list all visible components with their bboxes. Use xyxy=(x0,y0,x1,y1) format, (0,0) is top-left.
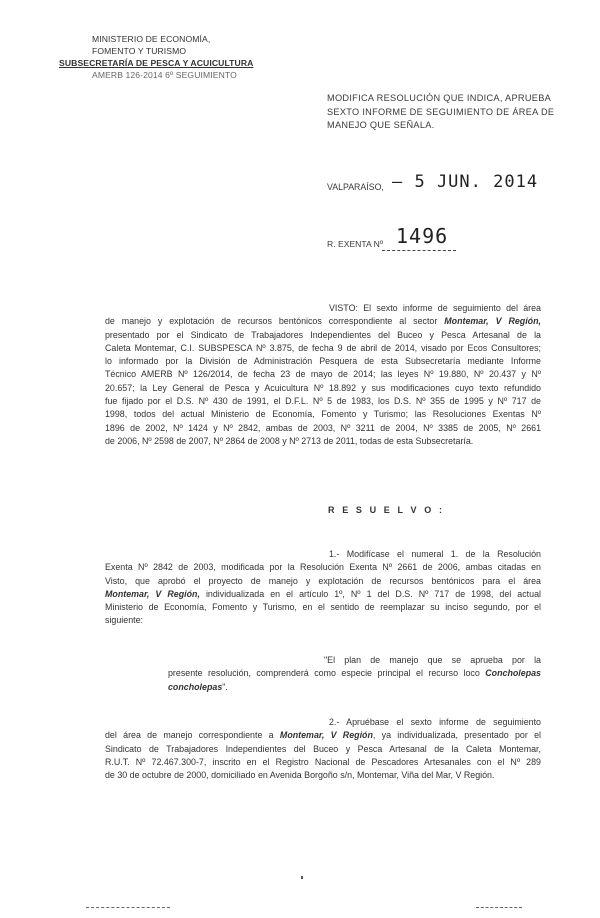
subject-line: SEXTO INFORME DE SEGUIMIENTO DE ÁREA DE xyxy=(327,106,555,117)
article-2-line: Sindicato de Trabajadores Independientes del Buceo y Pesca Artesanal de la Caleta Montemar, xyxy=(105,743,541,754)
footer-rule-left xyxy=(86,907,170,908)
article-1-line: 1.- Modifícase el numeral 1. de la Resolución xyxy=(329,549,541,559)
article-2-line: R.U.T. Nº 72.467.300-7, inscrito en el Registro Nacional de Pescadores Artesanales con el Nº 289 xyxy=(105,756,541,767)
article-2-line: 2.- Apruébase el sexto informe de seguimiento xyxy=(329,717,541,727)
subject-line: MODIFICA RESOLUCIÓN QUE INDICA, APRUEBA xyxy=(327,93,552,103)
visto-line: VISTO: El sexto informe de seguimiento del área xyxy=(329,303,541,313)
article-2-line: del área de manejo correspondiente a Montemar, V Región, ya individualizada, presentado por el xyxy=(105,730,541,741)
visto-line: 1896 de 2002, Nº 1424 y Nº 2842, ambas de 2003, Nº 3211 de 2004, Nº 3385 de 2005, Nº 2661 xyxy=(105,422,541,433)
visto-line: Caleta Montemar, C.I. SUBSPESCA Nº 3.875, de fecha 9 de abril de 2014, visado por Ecos Consultores; xyxy=(105,342,541,353)
visto-paragraph xyxy=(105,302,541,448)
article-1-line: Ministerio de Economía, Fomento y Turismo, en el sentido de reemplazar su inciso segundo, por el xyxy=(105,602,541,613)
date-stamp: – 5 JUN. 2014 xyxy=(392,172,539,192)
article-2-paragraph xyxy=(105,716,541,782)
visto-line: presentado por el Sindicato de Trabajadores Independientes del Buceo y Pesca Artesanal de la xyxy=(105,329,541,340)
article-1-line: Exenta Nº 2842 de 2003, modificada por la Resolución Exenta Nº 2661 de 2006, ambas citadas en xyxy=(105,562,541,573)
subject-block xyxy=(327,92,557,133)
quote-line: concholepas xyxy=(168,681,223,692)
visto-line: Montemar, V Región, xyxy=(444,316,541,327)
footer-rule-right xyxy=(476,907,522,908)
article-2-line: Montemar, V Región xyxy=(279,730,373,741)
quote-line: concholepas". xyxy=(168,681,228,692)
article-1-paragraph xyxy=(105,548,541,628)
visto-line: 1998, todos del actual Ministerio de Economía, Fomento y Turismo; las Resoluciones Exentas Nº xyxy=(105,409,541,420)
subsecretaria-line: SUBSECRETARÍA DE PESCA Y ACUICULTURA xyxy=(59,58,254,68)
resuelvo-title: R E S U E L V O : xyxy=(328,505,445,515)
reference-line: AMERB 126-2014 6º SEGUIMIENTO xyxy=(92,70,237,80)
quote-line: "El plan de manejo que se aprueba por la xyxy=(324,655,541,665)
quote-paragraph xyxy=(168,654,541,694)
ministry-line-1: MINISTERIO DE ECONOMÍA, xyxy=(92,34,211,44)
article-2-line: de 30 de octubre de 2000, domiciliado en Avenida Borgoño s/n, Montemar, Viña del Mar, V Región. xyxy=(105,770,495,781)
quote-line: presente resolución, comprenderá como especie principal el recurso loco Concholepas xyxy=(168,668,541,679)
place: VALPARAÍSO, xyxy=(327,182,384,192)
visto-line: de manejo y explotación de recursos bentónicos correspondiente al sector Montemar, V Región, xyxy=(105,316,541,327)
visto-line: Técnico AMERB Nº 126/2014, de fecha 23 de mayo de 2014; las leyes Nº 19.880, Nº 20.437 y Nº xyxy=(105,369,541,380)
resolution-number: 1496 xyxy=(396,224,449,248)
visto-line: de 2006, Nº 2598 de 2007, Nº 2864 de 2008 y Nº 2713 de 2011, todas de esta Subsecretaría. xyxy=(105,435,474,446)
visto-line: 20.657; la Ley General de Pesca y Acuicultura Nº 18.892 y sus modificaciones cuyo texto refundido xyxy=(105,382,541,393)
subject-line: MANEJO QUE SEÑALA. xyxy=(327,120,435,131)
ministry-line-2: FOMENTO Y TURISMO xyxy=(92,46,187,56)
resolution-label: R. EXENTA Nº xyxy=(327,239,383,249)
resolution-underline xyxy=(382,250,456,251)
page-mark xyxy=(301,876,303,879)
article-1-line: Visto, que aprobó el proyecto de manejo y explotación de recursos bentónicos para el área xyxy=(105,575,541,586)
quote-line: Concholepas xyxy=(485,668,541,679)
article-1-line: Montemar, V Región, individualizada en el artículo 1º, Nº 1 del D.S. Nº 717 de 1998, del actual xyxy=(105,588,541,599)
article-1-line: siguiente: xyxy=(105,615,143,626)
visto-line: fue fijado por el D.S. Nº 430 de 1991, el D.F.L. Nº 5 de 1983, los D.S. Nº 355 de 1995 y Nº 717 de xyxy=(105,396,541,407)
visto-line: lo informado por la División de Administración Pesquera de esta Subsecretaría mediante Informe xyxy=(105,356,541,367)
article-1-line: Montemar, V Región, xyxy=(105,588,200,599)
